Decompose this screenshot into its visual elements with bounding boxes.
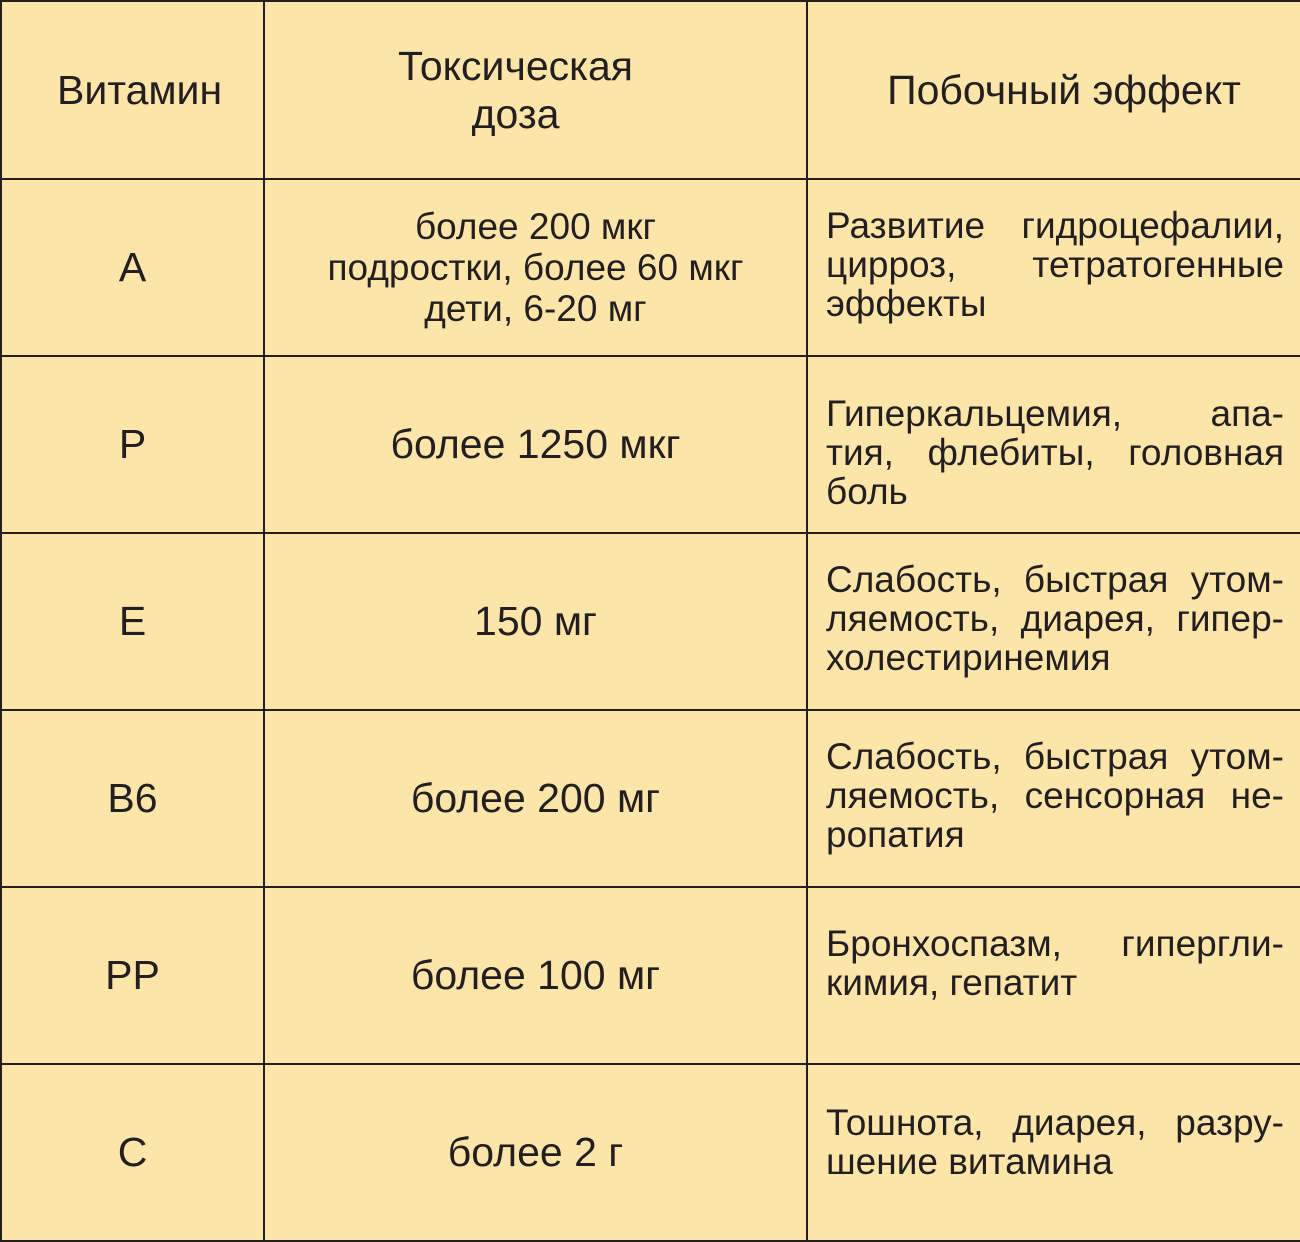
header-side-effect	[807, 1, 1300, 179]
effect-cell	[807, 533, 1300, 710]
vitamin-cell	[1, 356, 264, 533]
header-vitamin	[1, 1, 264, 179]
effect-line: цирроз, тетратогенные	[826, 244, 1284, 285]
dose-line: более 100 мг	[410, 952, 661, 998]
effect-line: Гиперкальцемия, апа-	[826, 393, 1284, 434]
dose-line: подростки, более 60 мкг	[327, 247, 744, 288]
header-toxic-dose	[264, 1, 807, 179]
effect-line: Развитие гидроцефалии,	[826, 205, 1284, 246]
vitamin-name: Е	[118, 598, 147, 644]
dose-cell	[264, 356, 807, 533]
header-dose-line-2: доза	[471, 91, 560, 137]
vitamin-name: В6	[107, 775, 158, 821]
table-row	[1, 1064, 1300, 1241]
effect-cell	[807, 356, 1300, 533]
vitamin-cell	[1, 1064, 264, 1241]
effect-line: эффекты	[826, 283, 987, 324]
dose-line: более 200 мг	[410, 775, 661, 821]
table-row	[1, 179, 1300, 356]
table-row	[1, 887, 1300, 1064]
table-row	[1, 533, 1300, 710]
table-row	[1, 356, 1300, 533]
vitamin-cell	[1, 179, 264, 356]
effect-line: Бронхоспазм, гипергли-	[826, 923, 1284, 964]
dose-cell	[264, 887, 807, 1064]
vitamin-name: Р	[118, 421, 147, 467]
vitamin-name: А	[118, 244, 147, 290]
dose-line: более 200 мкг	[414, 206, 657, 247]
effect-line: ляемость, сенсорная не-	[826, 775, 1284, 816]
dose-line: дети, 6-20 мг	[424, 288, 647, 329]
dose-line: более 2 г	[447, 1129, 624, 1175]
dose-cell	[264, 710, 807, 887]
dose-line: 150 мг	[474, 598, 597, 644]
effect-line: Слабость, быстрая утом-	[826, 736, 1284, 777]
dose-cell	[264, 533, 807, 710]
effect-cell	[807, 179, 1300, 356]
effect-line: ляемость, диарея, гипер-	[826, 598, 1284, 639]
dose-line: более 1250 мкг	[390, 421, 681, 467]
effect-line: тия, флебиты, головная	[826, 432, 1284, 473]
dose-cell	[264, 1064, 807, 1241]
effect-line: Тошнота, диарея, разру-	[826, 1102, 1284, 1143]
effect-cell	[807, 887, 1300, 1064]
effect-line: Слабость, быстрая утом-	[826, 559, 1284, 600]
table-header-row	[1, 1, 1300, 179]
vitamin-cell	[1, 533, 264, 710]
vitamin-name: РР	[105, 952, 160, 998]
effect-line: кимия, гепатит	[826, 962, 1078, 1003]
effect-line: ропатия	[826, 814, 965, 855]
vitamin-cell	[1, 710, 264, 887]
vitamin-cell	[1, 887, 264, 1064]
vitamin-name: С	[117, 1129, 148, 1175]
effect-cell	[807, 710, 1300, 887]
table-row	[1, 710, 1300, 887]
header-dose-line-1: Токсическая	[398, 43, 633, 89]
effect-line: боль	[826, 471, 908, 512]
effect-line: шение витамина	[826, 1141, 1113, 1182]
header-effect-label: Побочный эффект	[887, 67, 1241, 113]
dose-cell	[264, 179, 807, 356]
effect-cell	[807, 1064, 1300, 1241]
header-vitamin-label: Витамин	[57, 67, 223, 113]
effect-line: холестиринемия	[826, 637, 1111, 678]
